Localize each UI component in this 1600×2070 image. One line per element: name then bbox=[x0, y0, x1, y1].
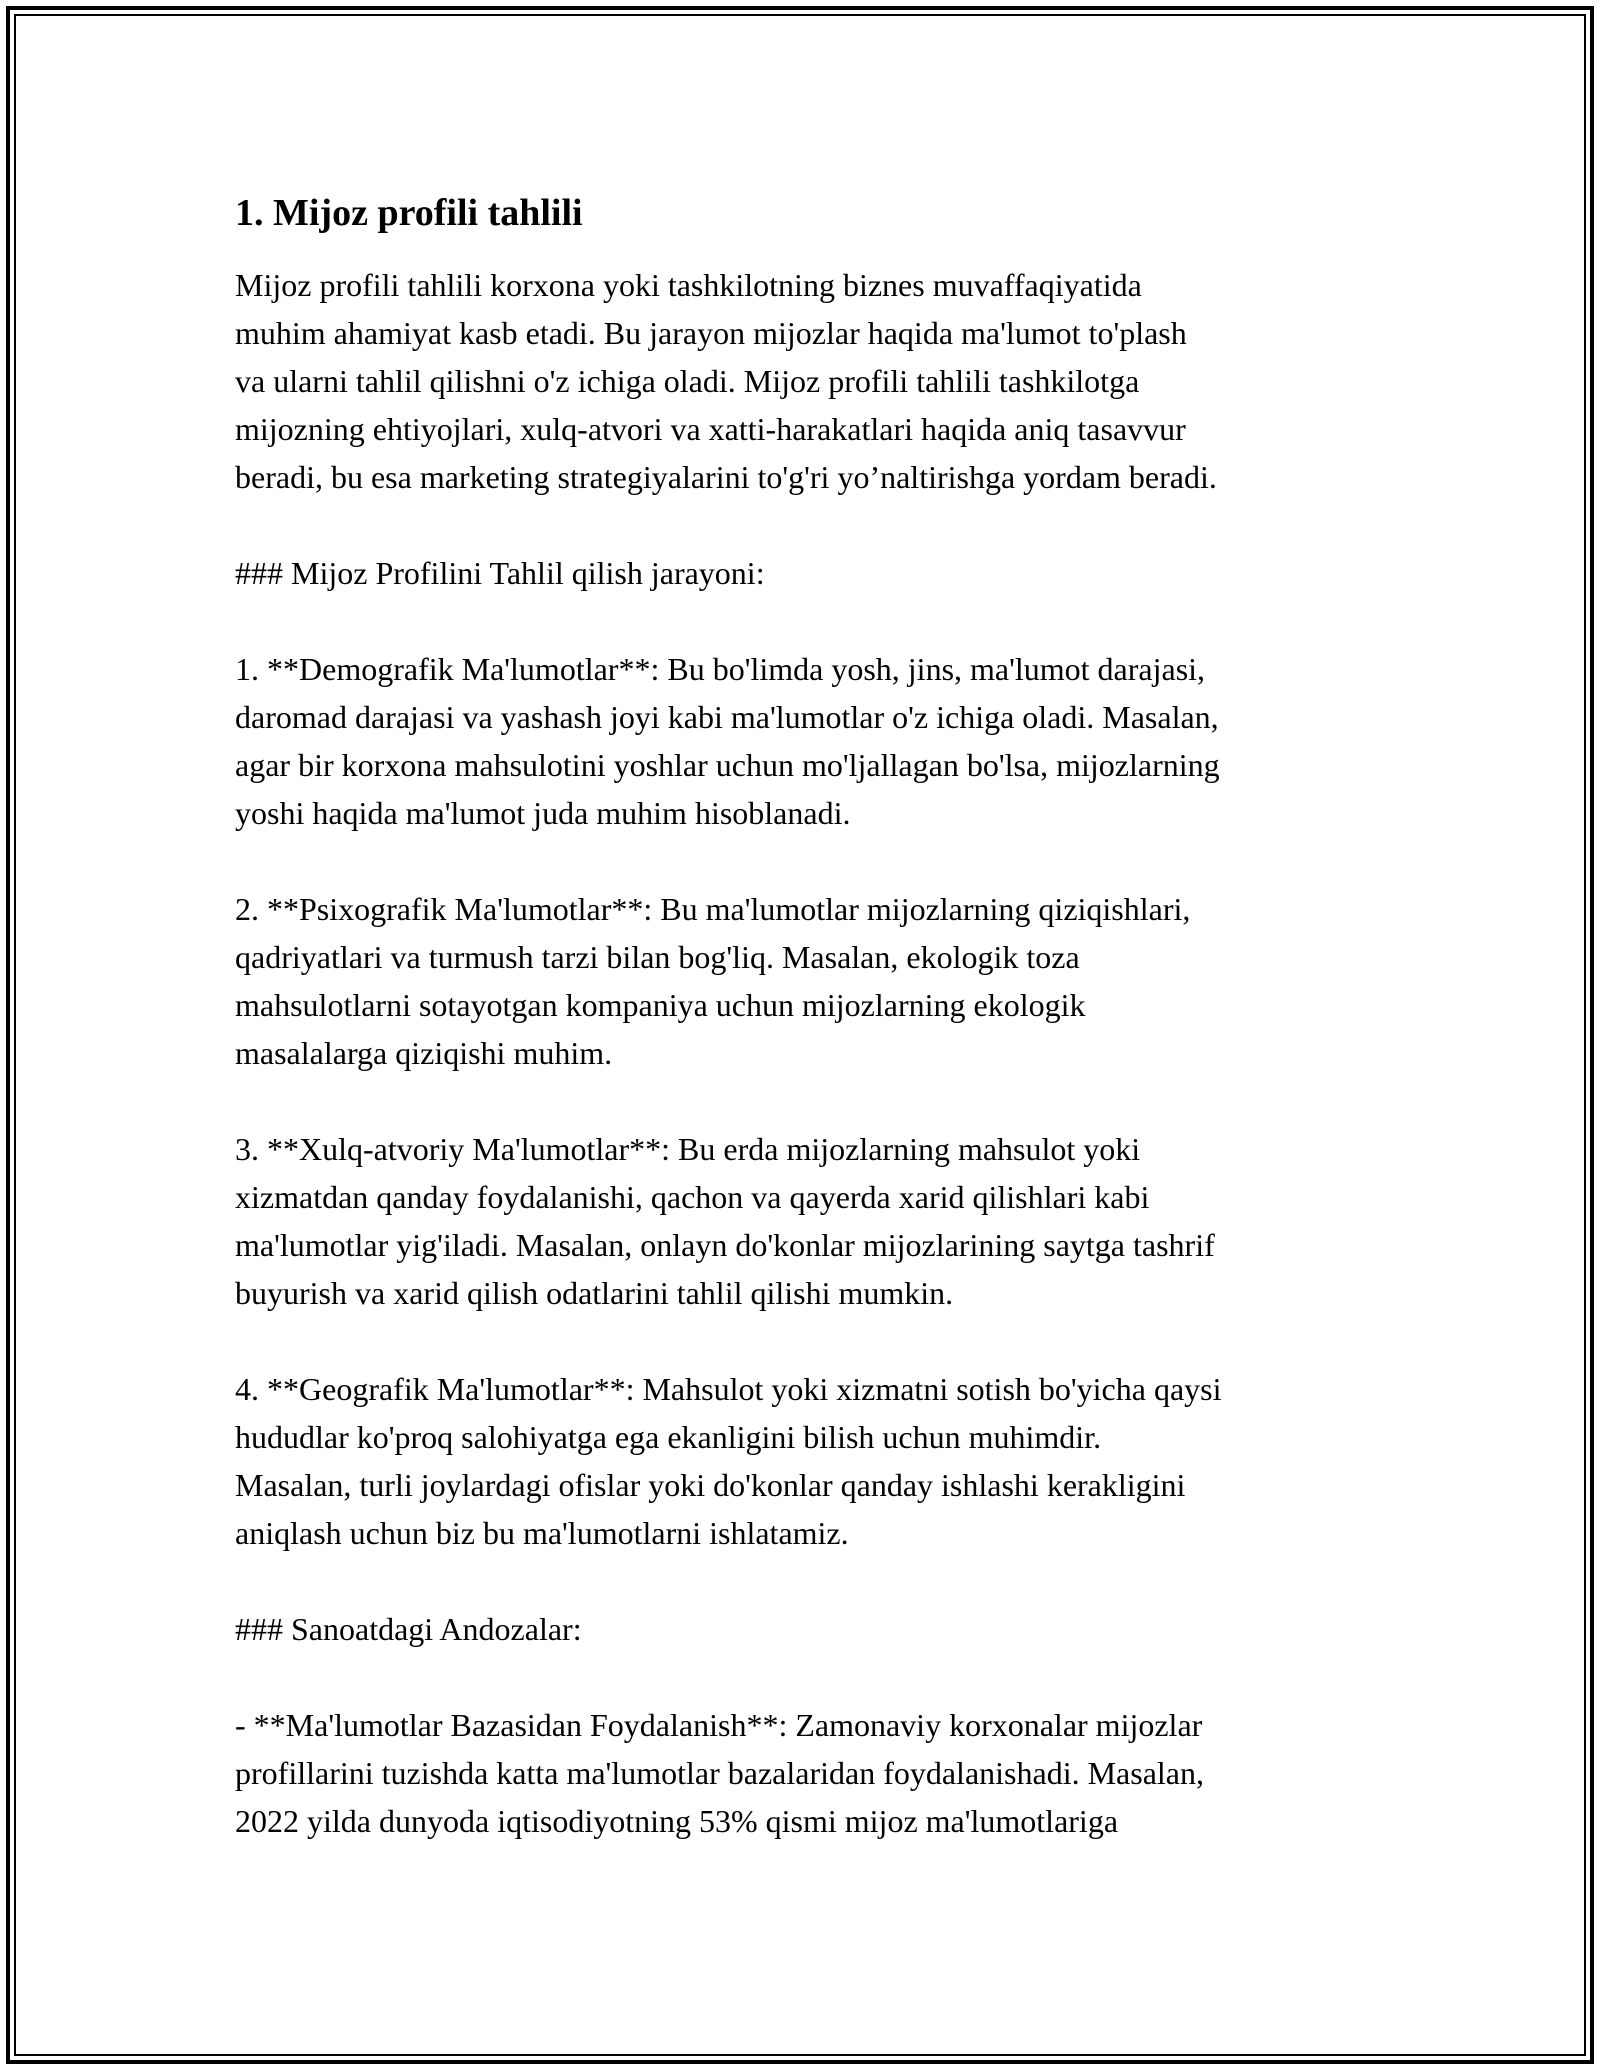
document-body bbox=[235, 185, 1375, 1893]
demographic-paragraph: 1. **Demografik Ma'lumotlar**: Bu bo'limda yosh, jins, ma'lumot darajasi, daromad darajasi va yashash joyi kabi ma'lumotlar o'z ichiga oladi. Masalan, agar bir korxona mahsulotini yoshlar uchun mo'ljallagan bo'lsa, mijozlarning yoshi haqida ma'lumot juda muhim hisoblanadi. bbox=[235, 651, 1220, 831]
process-heading: ### Mijoz Profilini Tahlil qilish jarayoni: bbox=[235, 555, 765, 591]
psychographic-paragraph: 2. **Psixografik Ma'lumotlar**: Bu ma'lumotlar mijozlarning qiziqishlari, qadriyatlari va turmush tarzi bilan bog'liq. Masalan, ekologik toza mahsulotlarni sotayotgan kompaniya uchun mijozlarning ekologik masalalarga qiziqishi muhim. bbox=[235, 891, 1191, 1071]
database-paragraph: - **Ma'lumotlar Bazasidan Foydalanish**: Zamonaviy korxonalar mijozlar profillarini tuzishda katta ma'lumotlar bazalaridan foydalanishadi. Masalan, 2022 yilda dunyoda iqtisodiyotning 53% qismi mijoz ma'lumotlariga bbox=[235, 1707, 1204, 1839]
behavioral-paragraph: 3. **Xulq-atvoriy Ma'lumotlar**: Bu erda mijozlarning mahsulot yoki xizmatdan qanday foydalanishi, qachon va qayerda xarid qilishlari kabi ma'lumotlar yig'iladi. Masalan, onlayn do'konlar mijozlarining saytga tashrif buyurish va xarid qilish odatlarini tahlil qilishi mumkin. bbox=[235, 1131, 1215, 1311]
geographic-paragraph: 4. **Geografik Ma'lumotlar**: Mahsulot yoki xizmatni sotish bo'yicha qaysi hududlar ko'proq salohiyatga ega ekanligini bilish uchun muhimdir. Masalan, turli joylardagi ofislar yoki do'konlar qanday ishlashi kerakligini aniqlash uchun biz bu ma'lumotlarni ishlatamiz. bbox=[235, 1371, 1222, 1551]
section-title: 1. Mijoz profili tahlili bbox=[235, 192, 583, 234]
intro-paragraph: Mijoz profili tahlili korxona yoki tashkilotning biznes muvaffaqiyatida muhim ahamiyat kasb etadi. Bu jarayon mijozlar haqida ma'lumot to'plash va ularni tahlil qilishni o'z ichiga oladi. Mijoz profili tahlili tashkilotga mijozning ehtiyojlari, xulq-atvori va xatti-harakatlari haqida aniq tasavvur beradi, bu esa marketing strategiyalarini to'g'ri yo’naltirishga yordam beradi. bbox=[235, 267, 1217, 495]
standards-heading: ### Sanoatdagi Andozalar: bbox=[235, 1611, 582, 1647]
